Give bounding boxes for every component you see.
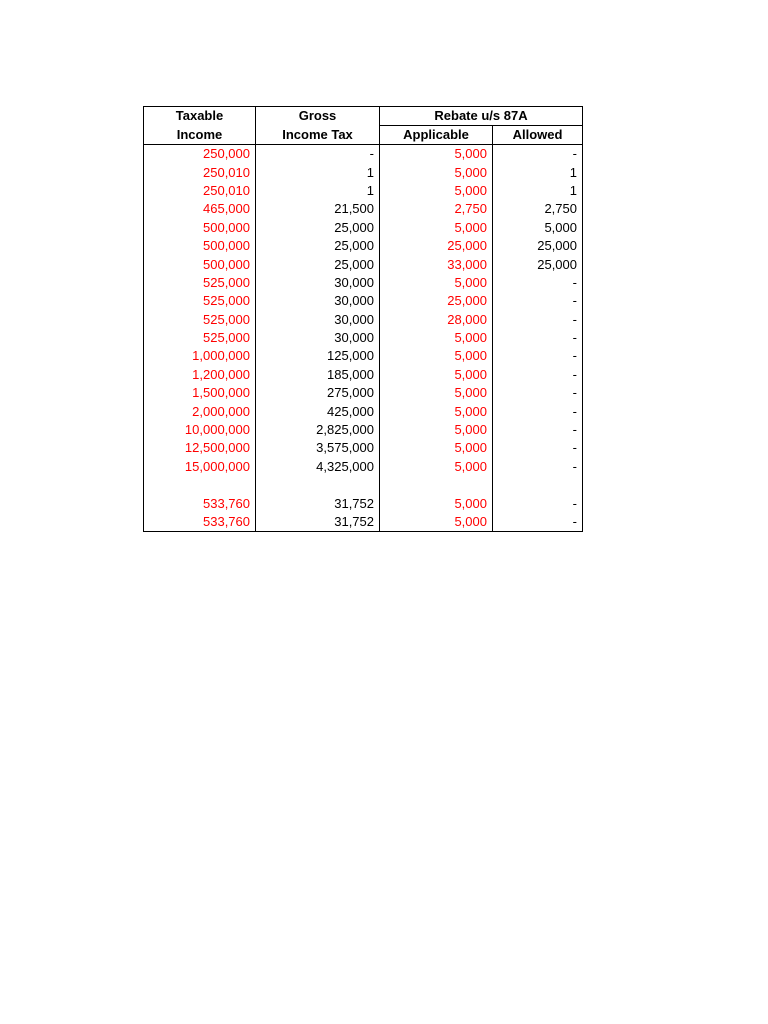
cell-gross-income-tax: 425,000 [256,402,380,420]
cell-rebate-allowed: - [493,366,583,384]
cell-taxable-income: 250,000 [144,145,256,164]
cell-rebate-applicable: 5,000 [380,366,493,384]
cell-taxable-income [144,476,256,494]
cell-rebate-allowed [493,476,583,494]
cell-rebate-allowed: - [493,458,583,476]
cell-gross-income-tax: 4,325,000 [256,458,380,476]
cell-gross-income-tax: 275,000 [256,384,380,402]
cell-rebate-applicable [380,476,493,494]
cell-rebate-applicable: 5,000 [380,182,493,200]
table-row [144,329,583,347]
table-row [144,439,583,457]
table-row [144,402,583,420]
cell-taxable-income: 525,000 [144,292,256,310]
cell-taxable-income: 1,500,000 [144,384,256,402]
table-row [144,384,583,402]
cell-taxable-income: 500,000 [144,219,256,237]
cell-rebate-applicable: 2,750 [380,200,493,218]
cell-rebate-allowed: - [493,292,583,310]
table-row [144,347,583,365]
table-header [144,107,583,145]
cell-taxable-income: 15,000,000 [144,458,256,476]
cell-rebate-applicable: 5,000 [380,347,493,365]
cell-gross-income-tax: 31,752 [256,494,380,512]
cell-rebate-applicable: 5,000 [380,329,493,347]
table-row [144,200,583,218]
header-taxable-line2: Income [144,126,256,145]
cell-rebate-allowed: - [493,145,583,164]
cell-rebate-applicable: 28,000 [380,311,493,329]
table-row [144,255,583,273]
table-row [144,292,583,310]
cell-gross-income-tax: 30,000 [256,292,380,310]
cell-taxable-income: 500,000 [144,255,256,273]
cell-rebate-applicable: 25,000 [380,237,493,255]
header-gross-line2: Income Tax [256,126,380,145]
cell-rebate-allowed: - [493,274,583,292]
cell-taxable-income: 2,000,000 [144,402,256,420]
cell-rebate-applicable: 5,000 [380,145,493,164]
cell-gross-income-tax: 25,000 [256,255,380,273]
cell-rebate-allowed: - [493,439,583,457]
cell-gross-income-tax: 3,575,000 [256,439,380,457]
cell-taxable-income: 250,010 [144,163,256,181]
cell-gross-income-tax: 1 [256,182,380,200]
cell-rebate-allowed: - [493,402,583,420]
cell-rebate-applicable: 5,000 [380,219,493,237]
rebate-table [143,106,583,532]
cell-rebate-applicable: 5,000 [380,163,493,181]
table-row [144,163,583,181]
cell-rebate-allowed: - [493,329,583,347]
cell-rebate-allowed: 25,000 [493,237,583,255]
cell-gross-income-tax: 31,752 [256,513,380,532]
cell-taxable-income: 465,000 [144,200,256,218]
table-row [144,421,583,439]
cell-gross-income-tax: 30,000 [256,274,380,292]
cell-rebate-allowed: 5,000 [493,219,583,237]
cell-taxable-income: 525,000 [144,329,256,347]
cell-gross-income-tax: 185,000 [256,366,380,384]
cell-rebate-applicable: 5,000 [380,439,493,457]
table-row [144,458,583,476]
cell-gross-income-tax: 2,825,000 [256,421,380,439]
table-row [144,311,583,329]
cell-taxable-income: 10,000,000 [144,421,256,439]
cell-taxable-income: 525,000 [144,311,256,329]
cell-taxable-income: 250,010 [144,182,256,200]
table-row [144,513,583,532]
header-row-top [144,107,583,126]
cell-gross-income-tax: 25,000 [256,237,380,255]
cell-rebate-allowed: 1 [493,182,583,200]
cell-rebate-allowed: - [493,513,583,532]
cell-gross-income-tax [256,476,380,494]
cell-taxable-income: 500,000 [144,237,256,255]
table-row [144,145,583,164]
header-taxable-line1: Taxable [144,107,256,126]
table-row [144,494,583,512]
cell-taxable-income: 1,200,000 [144,366,256,384]
cell-gross-income-tax: 21,500 [256,200,380,218]
cell-rebate-applicable: 5,000 [380,494,493,512]
table-row [144,274,583,292]
cell-rebate-allowed: 1 [493,163,583,181]
table-row [144,237,583,255]
cell-gross-income-tax: 25,000 [256,219,380,237]
cell-rebate-allowed: 2,750 [493,200,583,218]
cell-taxable-income: 1,000,000 [144,347,256,365]
cell-rebate-allowed: - [493,347,583,365]
cell-rebate-applicable: 5,000 [380,274,493,292]
table-row [144,366,583,384]
header-applicable: Applicable [380,126,493,145]
cell-gross-income-tax: 1 [256,163,380,181]
cell-rebate-applicable: 5,000 [380,513,493,532]
header-rebate-group: Rebate u/s 87A [380,107,583,126]
cell-rebate-allowed: - [493,494,583,512]
header-gross-line1: Gross [256,107,380,126]
cell-taxable-income: 533,760 [144,494,256,512]
cell-rebate-allowed: 25,000 [493,255,583,273]
cell-gross-income-tax: - [256,145,380,164]
cell-gross-income-tax: 30,000 [256,311,380,329]
cell-rebate-applicable: 33,000 [380,255,493,273]
table-row [144,476,583,494]
table-body [144,145,583,532]
cell-rebate-allowed: - [493,384,583,402]
cell-gross-income-tax: 125,000 [256,347,380,365]
cell-taxable-income: 525,000 [144,274,256,292]
cell-rebate-applicable: 25,000 [380,292,493,310]
cell-rebate-applicable: 5,000 [380,384,493,402]
cell-rebate-applicable: 5,000 [380,458,493,476]
cell-rebate-allowed: - [493,421,583,439]
table-row [144,182,583,200]
cell-rebate-applicable: 5,000 [380,402,493,420]
table-row [144,219,583,237]
cell-rebate-allowed: - [493,311,583,329]
cell-gross-income-tax: 30,000 [256,329,380,347]
header-row-bottom [144,126,583,145]
cell-taxable-income: 533,760 [144,513,256,532]
cell-rebate-applicable: 5,000 [380,421,493,439]
cell-taxable-income: 12,500,000 [144,439,256,457]
header-allowed: Allowed [493,126,583,145]
